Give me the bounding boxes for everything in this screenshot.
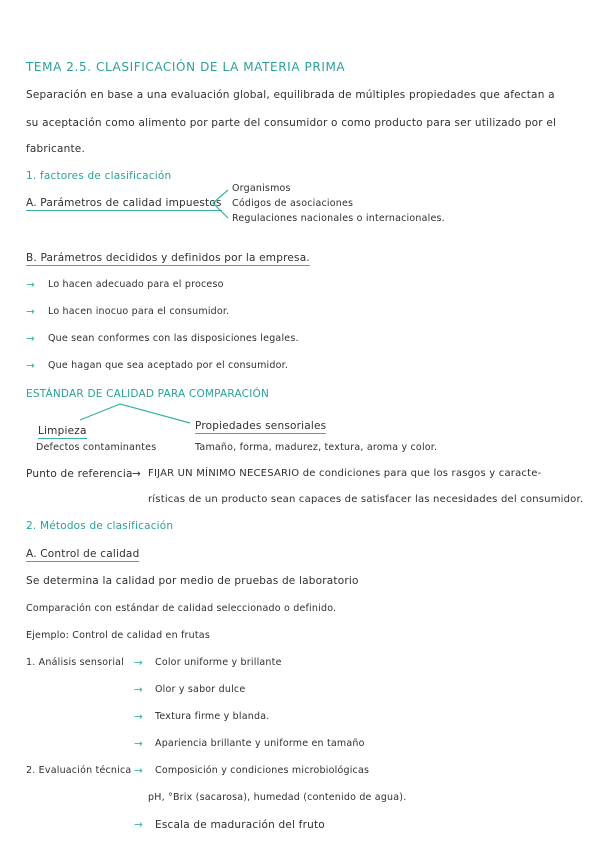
quality-control-line-2: Comparación con estándar de calidad seleccionado o definido. [26,603,337,614]
arrow-icon: → [134,819,143,831]
technical-detail: pH, °Brix (sacarosa), humedad (contenido de agua). [148,792,407,803]
arrow-icon: → [134,738,143,750]
technical-item-2: Escala de maduración del fruto [155,819,325,831]
sensory-item-4: Apariencia brillante y uniforme en tamaño [155,738,365,749]
section-2-heading: 2. Métodos de clasificación [26,520,174,532]
arrow-icon: → [134,684,143,696]
reference-line-2: rísticas de un producto sean capaces de satisfacer las necesidades del consumidor. [148,494,584,505]
imposed-item-1: Organismos [232,183,291,194]
technical-item-1: Composición y condiciones microbiológicas [155,765,370,776]
technical-evaluation-label: 2. Evaluación técnica [26,765,132,776]
sensory-properties-detail: Tamaño, forma, madurez, textura, aroma y color. [195,442,438,453]
quality-control-label: A. Control de calidad [26,548,140,560]
intro-line-2: su aceptación como alimento por parte del consumidor o como producto para ser utilizado por el [26,117,557,129]
company-item-1: Lo hacen adecuado para el proceso [48,279,224,290]
example-label: Ejemplo: Control de calidad en frutas [26,630,210,641]
intro-line-1: Separación en base a una evaluación global, equilibrada de múltiples propiedades que afectan a [26,89,555,101]
arrow-icon: → [26,333,35,345]
arrow-icon: → [26,360,35,372]
sensory-item-3: Textura firme y blanda. [155,711,270,722]
page-title: TEMA 2.5. CLASIFICACIÓN DE LA MATERIA PRIMA [26,60,346,74]
company-item-2: Lo hacen inocuo para el consumidor. [48,306,230,317]
intro-line-3: fabricante. [26,143,86,155]
cleanliness-detail: Defectos contaminantes [36,442,157,453]
arrow-icon: → [134,657,143,669]
arrow-icon: → [134,711,143,723]
sensory-properties-label: Propiedades sensoriales [195,420,327,432]
arrow-icon: → [26,306,35,318]
company-item-4: Que hagan que sea aceptado por el consumidor. [48,360,289,371]
sensory-item-2: Olor y sabor dulce [155,684,246,695]
section-1-heading: 1. factores de clasificación [26,170,172,182]
quality-control-line-1: Se determina la calidad por medio de pruebas de laboratorio [26,575,359,587]
sensory-item-1: Color uniforme y brillante [155,657,282,668]
arrow-icon: → [26,279,35,291]
imposed-item-2: Códigos de asociaciones [232,198,354,209]
company-item-3: Que sean conformes con las disposiciones legales. [48,333,299,344]
reference-line-1: FIJAR UN MÍNIMO NECESARIO de condiciones para que los rasgos y caracte- [148,468,542,479]
imposed-parameters-label: A. Parámetros de calidad impuestos [26,197,222,209]
company-parameters-label: B. Parámetros decididos y definidos por la empresa. [26,252,310,264]
sensory-analysis-label: 1. Análisis sensorial [26,657,125,668]
standard-heading: ESTÁNDAR DE CALIDAD PARA COMPARACIÓN [26,388,270,400]
arrow-icon: → [134,765,143,777]
reference-label: Punto de referencia [26,468,133,480]
imposed-item-3: Regulaciones nacionales o internacionales. [232,213,445,224]
cleanliness-label: Limpieza [38,425,87,437]
arrow-icon: → [132,468,141,480]
